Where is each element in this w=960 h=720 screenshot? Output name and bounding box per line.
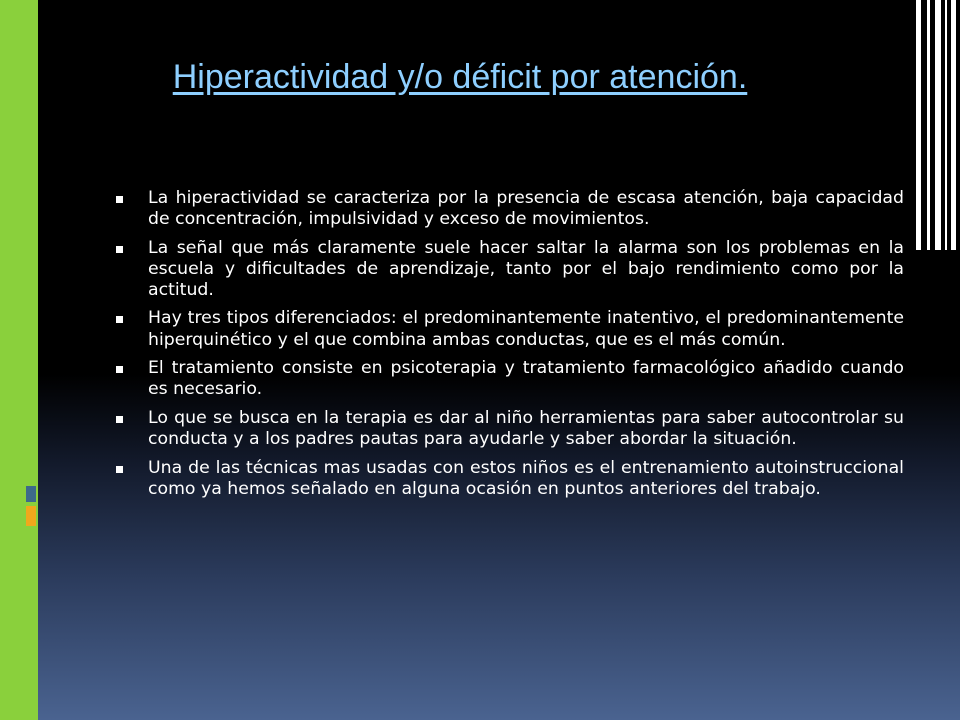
- edge-mark-orange: [26, 506, 36, 526]
- slide-title: Hiperactividad y/o déficit por atención.: [172, 58, 748, 96]
- bullet-item: [110, 188, 904, 230]
- bullet-item: [110, 408, 904, 450]
- square-bullet-icon: [116, 366, 123, 373]
- bullet-item: [110, 238, 904, 301]
- square-bullet-icon: [116, 246, 123, 253]
- edge-mark-gray: [26, 486, 36, 502]
- bullet-text: El tratamiento consiste en psicoterapia y tratamiento farmacológico añadido cuando es necesario.: [148, 358, 904, 400]
- square-bullet-icon: [116, 466, 123, 473]
- bullet-list: [110, 188, 904, 507]
- square-bullet-icon: [116, 196, 123, 203]
- decorative-stripes: [916, 0, 960, 250]
- side-accent-strip: [0, 0, 38, 720]
- square-bullet-icon: [116, 316, 123, 323]
- bullet-text: Hay tres tipos diferenciados: el predominantemente inatentivo, el predominantemente hiperquinético y el que combina ambas conductas, que es el más común.: [148, 308, 904, 350]
- bullet-text: Una de las técnicas mas usadas con estos niños es el entrenamiento autoinstruccional como ya hemos señalado en alguna ocasión en puntos anteriores del trabajo.: [148, 457, 904, 499]
- bullet-item: [110, 308, 904, 350]
- bullet-text: La hiperactividad se caracteriza por la presencia de escasa atención, baja capacidad de concentración, impulsividad y exceso de movimientos.: [148, 188, 904, 230]
- square-bullet-icon: [116, 416, 123, 423]
- bullet-text: La señal que más claramente suele hacer saltar la alarma son los problemas en la escuela y dificultades de aprendizaje, tanto por el bajo rendimiento como por la actitud.: [148, 237, 904, 300]
- bullet-item: [110, 358, 904, 400]
- bullet-item: [110, 458, 904, 500]
- bullet-text: Lo que se busca en la terapia es dar al niño herramientas para saber autocontrolar su conducta y a los padres pautas para ayudarle y saber abordar la situación.: [148, 407, 904, 449]
